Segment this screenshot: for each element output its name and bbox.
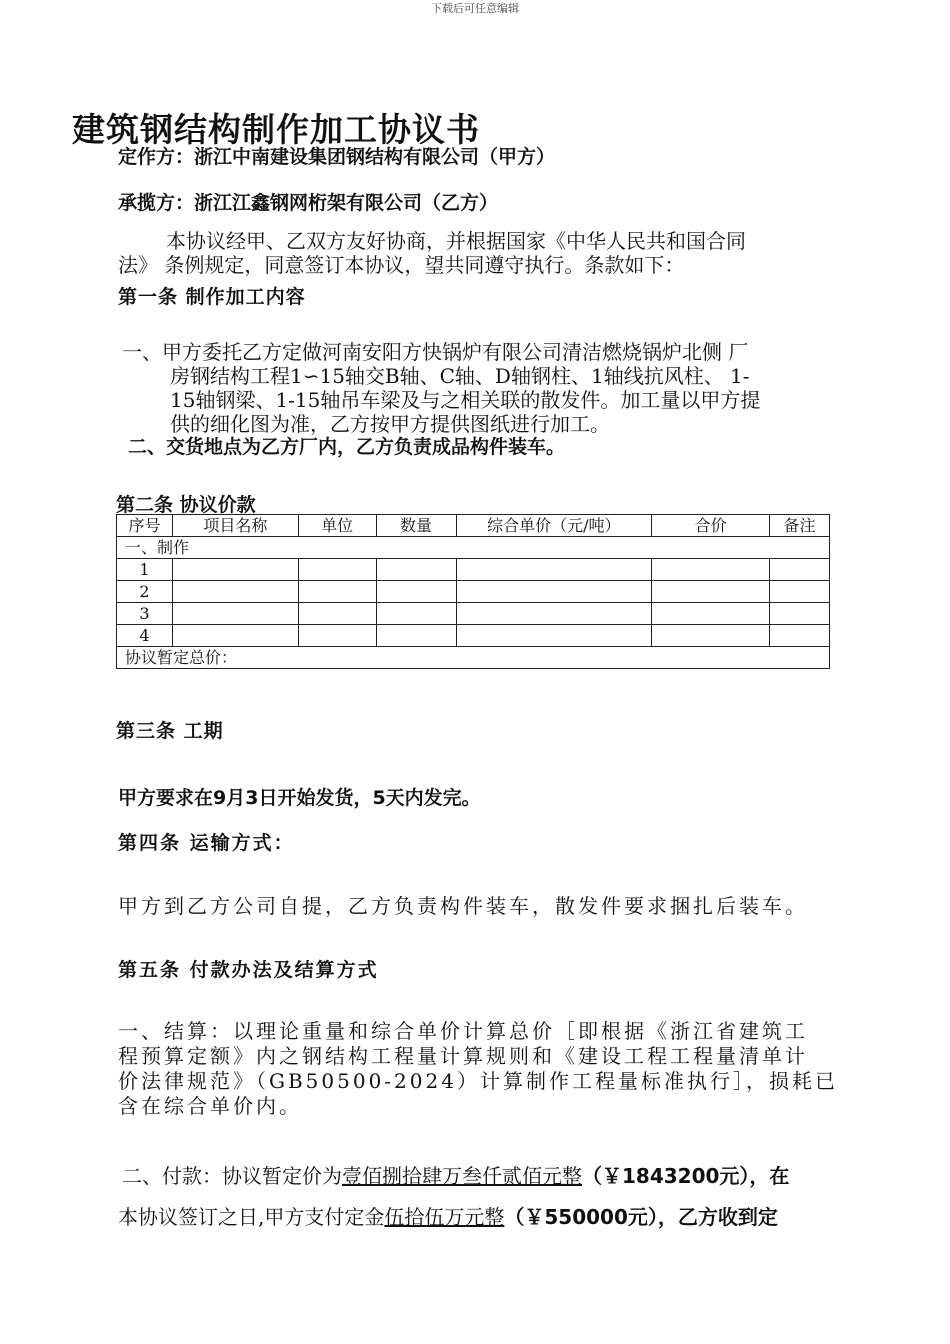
header-cell: 项目名称	[172, 515, 298, 537]
table-cell	[298, 559, 376, 581]
table-cell	[652, 581, 770, 603]
section-label: 一、制作	[117, 537, 830, 559]
payment-line-2	[118, 1201, 778, 1230]
price-figure: （￥1843200元），在	[582, 1164, 790, 1188]
table-cell	[770, 603, 830, 625]
payment-line-1	[122, 1160, 789, 1189]
table-cell	[770, 559, 830, 581]
table-cell	[172, 625, 298, 647]
table-cell	[172, 559, 298, 581]
article-1-item-1-line-3: 15轴钢梁、1-15轴吊车梁及与之相关联的散发件。加工量以甲方提	[170, 388, 761, 412]
table-cell	[376, 625, 456, 647]
table-header-row	[117, 515, 830, 537]
table-cell	[298, 625, 376, 647]
intro-line-1: 本协议经甲、乙双方友好协商，并根据国家《中华人民共和国合同	[166, 229, 746, 253]
header-cell: 单位	[298, 515, 376, 537]
article-3-text: 甲方要求在9月3日开始发货，5天内发完。	[118, 787, 481, 809]
settlement-line-3: 价法律规范》（GB50500-2024）计算制作工程量标准执行］，损耗已	[118, 1069, 838, 1093]
party-b: 承揽方：浙江江鑫钢网桁架有限公司（乙方）	[118, 192, 499, 214]
settlement-line-4: 含在综合单价内。	[118, 1094, 302, 1118]
table-cell	[456, 559, 652, 581]
table-cell	[298, 603, 376, 625]
row-number: 4	[117, 625, 173, 647]
table-row	[117, 603, 830, 625]
payment-line-2-prefix: 本协议签订之日,甲方支付定金	[118, 1205, 385, 1229]
table-row	[117, 581, 830, 603]
header-cell: 合价	[652, 515, 770, 537]
article-1-item-1-line-4: 供的细化图为准，乙方按甲方提供图纸进行加工。	[170, 412, 610, 436]
article-3-heading: 第三条 工期	[116, 720, 224, 742]
table-cell	[456, 581, 652, 603]
table-cell	[652, 625, 770, 647]
header-cell: 数量	[376, 515, 456, 537]
article-1-item-2: 二、交货地点为乙方厂内，乙方负责成品构件装车。	[128, 436, 566, 458]
table-cell	[456, 603, 652, 625]
row-number: 3	[117, 603, 173, 625]
header-cell: 综合单价（元/吨）	[456, 515, 652, 537]
party-a: 定作方：浙江中南建设集团钢结构有限公司（甲方）	[118, 146, 556, 168]
table-cell	[376, 603, 456, 625]
article-5-heading: 第五条 付款办法及结算方式	[118, 959, 379, 981]
article-1-item-1-line-2: 房钢结构工程1∽15轴交B轴、C轴、D轴钢柱、1轴线抗风柱、 1-	[170, 364, 750, 388]
table-row	[117, 625, 830, 647]
intro-line-2: 法》 条例规定，同意签订本协议，望共同遵守执行。条款如下：	[118, 253, 685, 277]
table-cell	[172, 603, 298, 625]
settlement-line-1: 一、结算：以理论重量和综合单价计算总价［即根据《浙江省建筑工	[118, 1019, 808, 1043]
table-cell	[172, 581, 298, 603]
payment-prefix: 二、付款：协议暂定价为	[122, 1164, 342, 1188]
article-1-heading: 第一条 制作加工内容	[118, 286, 306, 308]
total-label: 协议暂定总价：	[117, 647, 830, 669]
table-cell	[770, 581, 830, 603]
row-number: 2	[117, 581, 173, 603]
price-table	[116, 514, 830, 669]
table-cell	[376, 581, 456, 603]
settlement-line-2: 程预算定额》内之钢结构工程量计算规则和《建设工程工程量清单计	[118, 1044, 808, 1068]
table-cell	[376, 559, 456, 581]
table-row	[117, 559, 830, 581]
header-cell: 备注	[770, 515, 830, 537]
price-in-words: 壹佰捌拾肆万叁仟贰佰元整	[342, 1164, 582, 1188]
document-title: 建筑钢结构制作加工协议书	[72, 110, 480, 149]
table-total-row	[117, 647, 830, 669]
table-cell	[652, 559, 770, 581]
article-4-text: 甲方到乙方公司自提，乙方负责构件装车，散发件要求捆扎后装车。	[118, 894, 808, 918]
deposit-figure: （￥550000元），乙方收到定	[504, 1205, 778, 1229]
table-cell	[298, 581, 376, 603]
article-1-item-1-line-1: 一、甲方委托乙方定做河南安阳方快锅炉有限公司清洁燃烧锅炉北侧 厂	[122, 340, 749, 364]
row-number: 1	[117, 559, 173, 581]
header-note: 下载后可任意编辑	[431, 2, 519, 15]
deposit-in-words: 伍拾伍万元整	[384, 1205, 505, 1229]
article-4-heading: 第四条 运输方式：	[118, 832, 295, 854]
table-section-row	[117, 537, 830, 559]
table-cell	[652, 603, 770, 625]
header-cell: 序号	[117, 515, 173, 537]
table-cell	[770, 625, 830, 647]
article-2-heading: 第二条 协议价款	[116, 494, 256, 516]
table-cell	[456, 625, 652, 647]
